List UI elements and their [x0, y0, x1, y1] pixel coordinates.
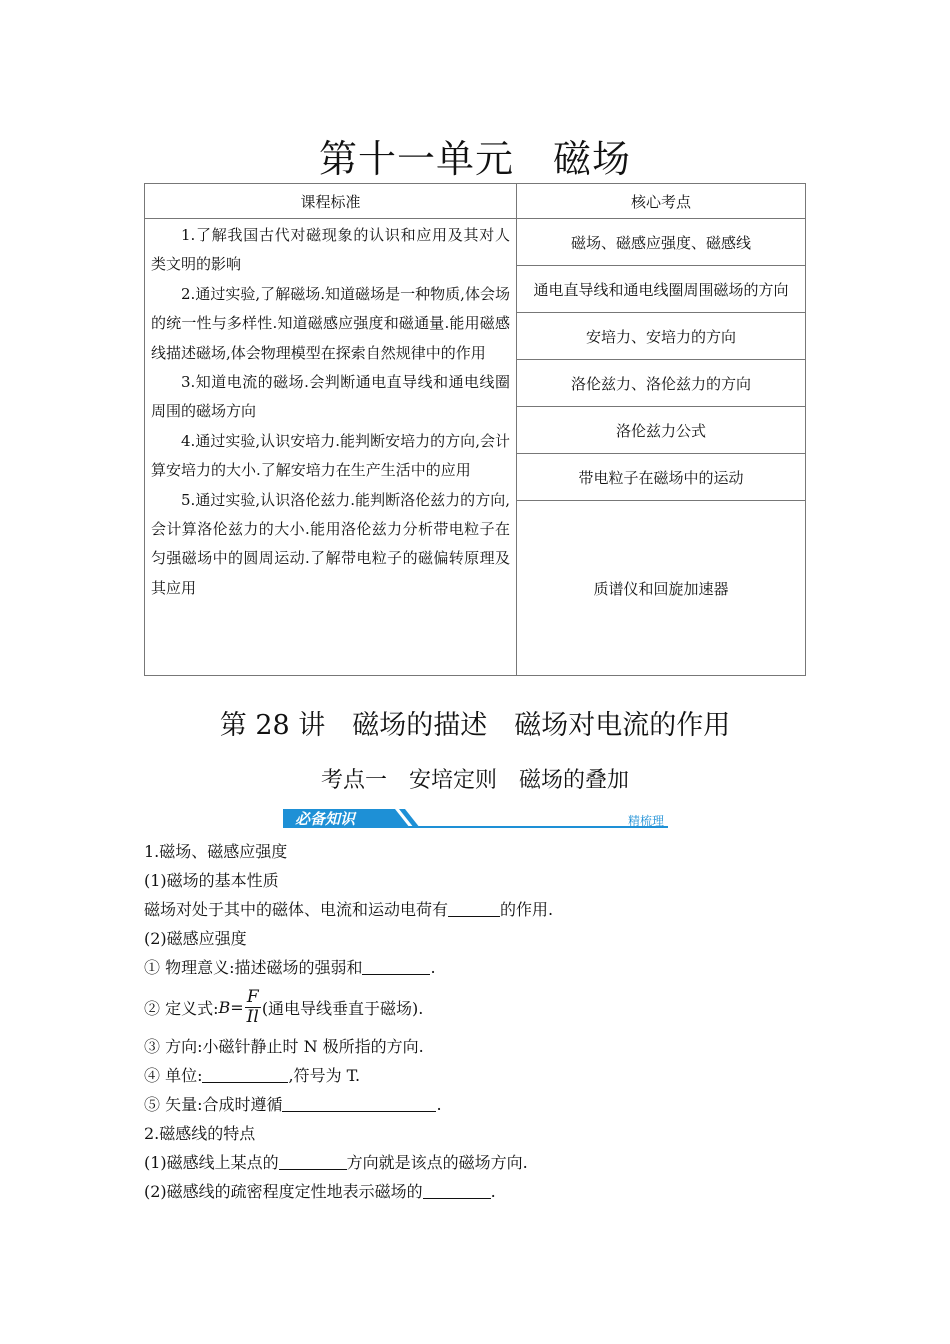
subheading-induction: (2)磁感应强度: [144, 929, 247, 948]
text-line: ④ 单位: ,符号为 T.: [144, 1066, 361, 1085]
fraction-numerator: F: [246, 986, 259, 1007]
lecture-title: 第 28 讲 磁场的描述 磁场对电流的作用: [219, 710, 731, 741]
key-point: 通电直导线和通电线圈周围磁场的方向: [517, 266, 806, 313]
fraction-denominator: Il: [246, 1006, 259, 1027]
standard-item: 4.通过实验,认识安培力.能判断安培力的方向,会计算安培力的大小.了解安培力在生产生活中的应用: [151, 431, 510, 480]
fill-blank[interactable]: [448, 898, 500, 917]
curriculum-table: [144, 183, 806, 676]
text-line: ③ 方向:小磁针静止时 N 极所指的方向.: [144, 1037, 424, 1056]
fill-blank[interactable]: [362, 956, 430, 975]
knowledge-banner: [283, 808, 668, 832]
key-point: 带电粒子在磁场中的运动: [517, 454, 806, 501]
standard-item: 5.通过实验,认识洛伦兹力.能判断洛伦兹力的方向,会计算洛伦兹力的大小.能用洛伦兹力分析带电粒子在匀强磁场中的圆周运动.了解带电粒子的磁偏转原理及其应用: [151, 490, 510, 597]
text-line: ⑤ 矢量:合成时遵循 .: [144, 1095, 442, 1114]
heading-magnetic-field: 1.磁场、磁感应强度: [144, 842, 288, 861]
text-line: ① 物理意义:描述磁场的强弱和 .: [144, 958, 436, 977]
fill-blank[interactable]: [279, 1151, 347, 1170]
definition-formula-line: ② 定义式: B = $\frac{F}{Il}$ (通电导线垂直于磁场).: [144, 986, 424, 1027]
text-line: (2)磁感线的疏密程度定性地表示磁场的 .: [144, 1182, 496, 1201]
banner-graphic: [283, 808, 668, 832]
header-standards: 课程标准: [145, 184, 517, 219]
standard-item: 1.了解我国古代对磁现象的认识和应用及其对人类文明的影响: [151, 226, 510, 274]
standard-item: 3.知道电流的磁场.会判断通电直导线和通电线圈周围的磁场方向: [151, 373, 510, 421]
header-key-points: 核心考点: [517, 184, 806, 219]
text-line: 磁场对处于其中的磁体、电流和运动电荷有 的作用.: [144, 900, 554, 919]
fill-blank[interactable]: [423, 1180, 491, 1199]
key-point: 安培力、安培力的方向: [517, 313, 806, 360]
standard-item: 2.通过实验,了解磁场.知道磁场是一种物质,体会场的统一性与多样性.知道磁感应强度和磁通量.能用磁感线描述磁场,体会物理模型在探索自然规律中的作用: [151, 284, 510, 362]
standards-cell: [145, 219, 517, 676]
fill-blank[interactable]: [282, 1093, 436, 1112]
table-row: [145, 219, 806, 266]
text-line: (1)磁感线上某点的 方向就是该点的磁场方向.: [144, 1153, 528, 1172]
key-point: 洛伦兹力、洛伦兹力的方向: [517, 360, 806, 407]
key-point: 磁场、磁感应强度、磁感线: [517, 219, 806, 266]
fraction-f-over-il: [245, 988, 261, 1027]
banner-label: 必备知识: [295, 810, 356, 828]
heading-field-lines: 2.磁感线的特点: [144, 1124, 256, 1143]
var-b: B: [218, 997, 231, 1017]
unit-title: 第十一单元 磁场: [318, 137, 631, 181]
point-title: 考点一 安培定则 磁场的叠加: [320, 768, 629, 793]
fill-blank[interactable]: [202, 1064, 288, 1083]
table-header-row: [145, 184, 806, 219]
key-point: 洛伦兹力公式: [517, 407, 806, 454]
knowledge-content: [144, 837, 809, 1206]
key-point: 质谱仪和回旋加速器: [517, 501, 806, 676]
subheading-basic-property: (1)磁场的基本性质: [144, 871, 279, 890]
banner-tag: 精梳理: [628, 814, 665, 828]
